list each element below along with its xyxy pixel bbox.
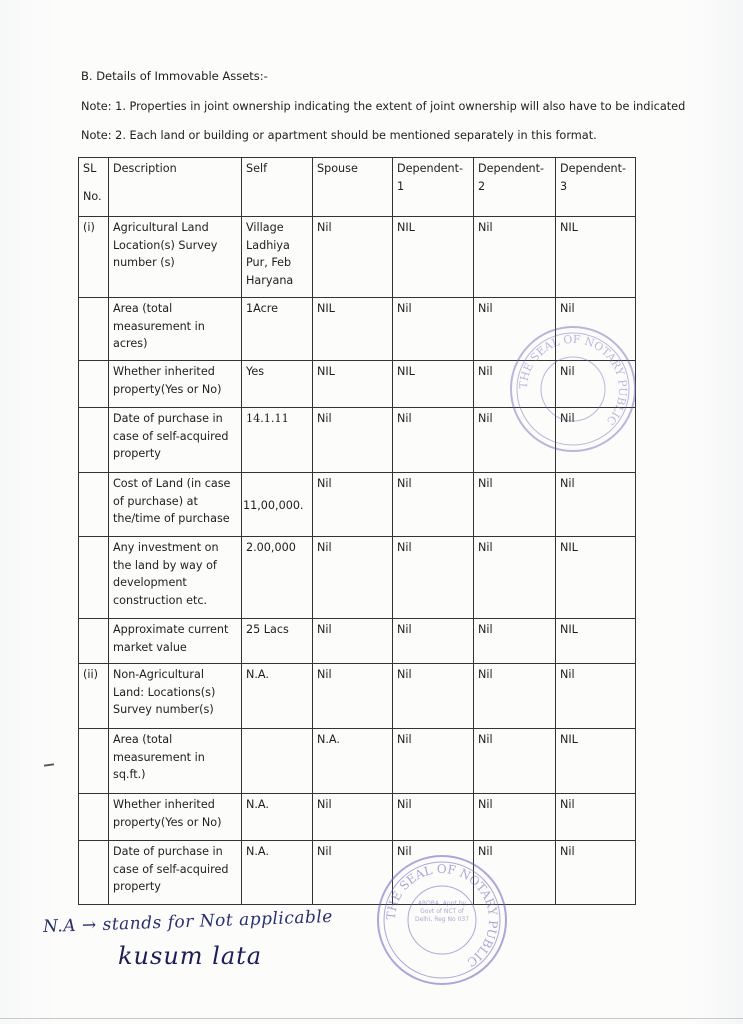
cell-sl: (i)	[79, 217, 109, 298]
table-row	[79, 729, 636, 794]
cell-dependent-1: Nil	[393, 729, 474, 794]
cell-description: Whether inherited property(Yes or No)	[109, 361, 242, 408]
header-description: Description	[109, 158, 242, 217]
immovable-assets-table	[78, 157, 636, 905]
cell-dependent-2: Nil	[474, 537, 556, 619]
cell-description: Cost of Land (in case of purchase) at the/time of purchase	[109, 473, 242, 537]
cell-description: Agricultural Land Location(s) Survey number (s)	[109, 217, 242, 298]
cell-spouse: N.A.	[313, 729, 393, 794]
cell-dependent-3: Nil	[556, 841, 636, 905]
cell-dependent-1: Nil	[393, 537, 474, 619]
table-row	[79, 794, 636, 841]
table-row	[79, 664, 636, 729]
cell-description: Area (total measurement in sq.ft.)	[109, 729, 242, 794]
cell-spouse: Nil	[313, 537, 393, 619]
cell-dependent-1: Nil	[393, 841, 474, 905]
table-row	[79, 537, 636, 619]
cell-self: N.A.	[242, 664, 313, 729]
cell-self: 1Acre	[242, 298, 313, 361]
cell-spouse: NIL	[313, 298, 393, 361]
table-row	[79, 473, 636, 537]
cell-dependent-1: Nil	[393, 473, 474, 537]
cell-self: 11,00,000.	[242, 473, 313, 537]
svg-text:THE SEAL OF NOTARY PUBLIC	[517, 333, 629, 428]
cell-description: Approximate current market value	[109, 619, 242, 664]
header-dependent-3: Dependent-3	[556, 158, 636, 217]
cell-sl	[79, 298, 109, 361]
note-separate-format: Note: 2. Each land or building or apartment should be mentioned separately in this format.	[81, 129, 597, 142]
cell-sl: (ii)	[79, 664, 109, 729]
header-sl-line1: SL	[83, 162, 97, 175]
cell-self	[242, 729, 313, 794]
cell-dependent-3: Nil	[556, 664, 636, 729]
cell-description: Whether inherited property(Yes or No)	[109, 794, 242, 841]
cell-spouse: Nil	[313, 217, 393, 298]
header-sl	[79, 158, 109, 217]
cell-dependent-2: Nil	[474, 298, 556, 361]
cell-dependent-1: Nil	[393, 619, 474, 664]
cell-dependent-2: Nil	[474, 794, 556, 841]
cell-self: N.A.	[242, 841, 313, 905]
cell-dependent-3: NIL	[556, 729, 636, 794]
cell-dependent-2: Nil	[474, 664, 556, 729]
stamp-inner-text: ARORA, Appt by Govt of NCT of Delhi, Reg No 037	[414, 900, 470, 923]
note-joint-ownership: Note: 1. Properties in joint ownership indicating the extent of joint ownership will also have to be indicated	[81, 100, 686, 113]
cell-description: Date of purchase in case of self-acquired property	[109, 408, 242, 473]
page-edge	[0, 1018, 743, 1019]
cell-dependent-3: Nil	[556, 408, 636, 473]
cell-sl	[79, 537, 109, 619]
cell-dependent-1: NIL	[393, 361, 474, 408]
cell-self: Yes	[242, 361, 313, 408]
cell-spouse: Nil	[313, 619, 393, 664]
table-row	[79, 217, 636, 298]
cell-dependent-3: NIL	[556, 619, 636, 664]
cell-sl	[79, 794, 109, 841]
header-dependent-1: Dependent-1	[393, 158, 474, 217]
cell-self: Village Ladhiya Pur, Feb Haryana	[242, 217, 313, 298]
cell-dependent-3: Nil	[556, 298, 636, 361]
cell-dependent-1: Nil	[393, 794, 474, 841]
cell-dependent-2: Nil	[474, 408, 556, 473]
cell-spouse: Nil	[313, 664, 393, 729]
stamp-ring-text: THE SEAL OF NOTARY PUBLIC	[383, 861, 501, 970]
cell-sl	[79, 619, 109, 664]
cell-dependent-2: Nil	[474, 619, 556, 664]
cell-sl	[79, 841, 109, 905]
cell-sl	[79, 408, 109, 473]
cell-sl	[79, 361, 109, 408]
cell-spouse: Nil	[313, 408, 393, 473]
cell-dependent-3: NIL	[556, 537, 636, 619]
cell-spouse: Nil	[313, 794, 393, 841]
cell-dependent-2: Nil	[474, 729, 556, 794]
notary-stamp-faint	[506, 322, 641, 457]
cell-description: Date of purchase in case of self-acquired property	[109, 841, 242, 905]
cell-sl	[79, 473, 109, 537]
cell-self: 14.1.11	[242, 408, 313, 473]
stamp-ring-text: THE SEAL OF NOTARY PUBLIC	[516, 332, 630, 428]
handwritten-signature: kusum lata	[118, 942, 263, 970]
cell-dependent-3: NIL	[556, 217, 636, 298]
cell-self: 2.00,000	[242, 537, 313, 619]
table-row	[79, 841, 636, 905]
header-sl-line2: No.	[83, 189, 102, 203]
cell-sl	[79, 729, 109, 794]
cell-spouse: Nil	[313, 473, 393, 537]
cell-dependent-1: NIL	[393, 217, 474, 298]
cell-dependent-1: Nil	[393, 298, 474, 361]
cell-dependent-1: Nil	[393, 664, 474, 729]
cell-dependent-1: Nil	[393, 408, 474, 473]
handwritten-note: N.A → stands for Not applicable	[42, 906, 334, 938]
cell-description: Non-Agricultural Land: Locations(s) Survey number(s)	[109, 664, 242, 729]
section-heading: B. Details of Immovable Assets:-	[81, 69, 268, 83]
cell-dependent-3: Nil	[556, 361, 636, 408]
cell-dependent-3: Nil	[556, 794, 636, 841]
cell-self: 25 Lacs	[242, 619, 313, 664]
header-dependent-2: Dependent-2	[474, 158, 556, 217]
cell-dependent-3: Nil	[556, 473, 636, 537]
cell-spouse: Nil	[313, 841, 393, 905]
header-spouse: Spouse	[313, 158, 393, 217]
cell-dependent-2: Nil	[474, 473, 556, 537]
cell-dependent-2: Nil	[474, 217, 556, 298]
header-self: Self	[242, 158, 313, 217]
cell-spouse: NIL	[313, 361, 393, 408]
cell-description: Area (total measurement in acres)	[109, 298, 242, 361]
table-row	[79, 619, 636, 664]
table-header-row	[79, 158, 636, 217]
margin-mark	[44, 763, 54, 766]
cell-dependent-2: Nil	[474, 841, 556, 905]
notary-stamp	[372, 850, 512, 990]
cell-description: Any investment on the land by way of development construction etc.	[109, 537, 242, 619]
cell-dependent-2: Nil	[474, 361, 556, 408]
cell-self: N.A.	[242, 794, 313, 841]
